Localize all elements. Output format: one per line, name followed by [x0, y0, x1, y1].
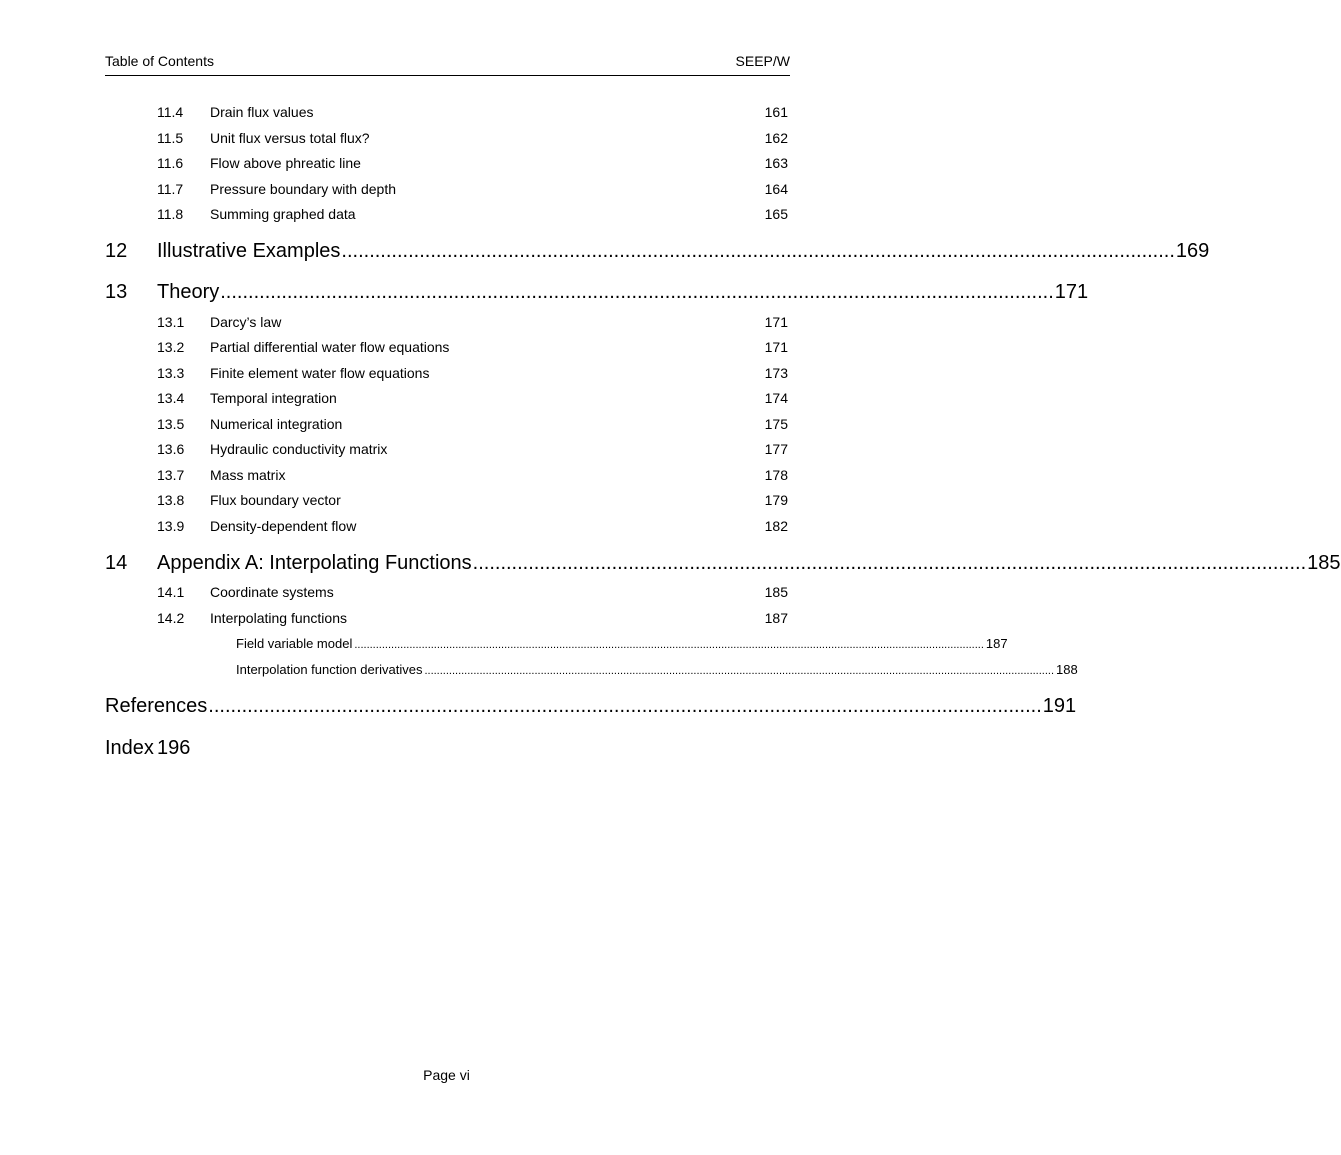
entry-number: 11.4	[157, 104, 184, 120]
entry-number: 13.7	[157, 467, 185, 483]
entry-number: 13.2	[157, 339, 185, 355]
entry-page: 161	[764, 104, 788, 120]
page-number: Page vi	[423, 1067, 470, 1083]
entry-page: 162	[764, 130, 788, 146]
entry-title: Coordinate systems	[210, 584, 334, 600]
chapter-number: 13	[105, 281, 128, 303]
entry-title: Flow above phreatic line	[210, 155, 361, 171]
entry-number: 13.6	[157, 441, 185, 457]
chapter-page: 171	[1054, 281, 1089, 303]
entry-page: 171	[764, 314, 788, 330]
toc-entry-13-6[interactable]	[105, 441, 788, 461]
entry-number: 13.9	[157, 518, 185, 534]
subentry-title: Field variable model	[236, 636, 353, 651]
subentry-page: 187	[985, 636, 1008, 651]
entry-page: 163	[764, 155, 788, 171]
entry-title: Mass matrix	[210, 467, 286, 483]
toc-entry-11-4[interactable]	[105, 104, 788, 124]
chapter-page: 169	[1175, 240, 1210, 262]
entry-title: Partial differential water flow equations	[210, 339, 450, 355]
toc-entry-13-4[interactable]	[105, 390, 788, 410]
entry-page: 171	[764, 339, 788, 355]
entry-title: Summing graphed data	[210, 206, 356, 222]
entry-number: 11.7	[157, 181, 184, 197]
entry-title: Darcy’s law	[210, 314, 282, 330]
entry-title: Hydraulic conductivity matrix	[210, 441, 388, 457]
entry-number: 11.8	[157, 206, 184, 222]
dot-leader: ......................................................................................................................................................	[220, 281, 1054, 303]
index-page: 196	[157, 737, 191, 759]
chapter-title: Illustrative Examples	[157, 240, 341, 262]
entry-number: 13.3	[157, 365, 185, 381]
entry-title: Drain flux values	[210, 104, 314, 120]
toc-chapter-13[interactable]	[105, 281, 1089, 309]
entry-page: 174	[764, 390, 788, 406]
toc-chapter-14[interactable]	[105, 552, 1341, 580]
entry-number: 11.5	[157, 130, 184, 146]
entry-number: 13.4	[157, 390, 185, 406]
chapter-number: 14	[105, 552, 128, 574]
header-right: SEEP/W	[735, 53, 790, 69]
index-title: Index	[105, 737, 154, 759]
toc-entry-13-9[interactable]	[105, 518, 788, 538]
dot-leader: ......................................................................................................................................................	[472, 552, 1307, 574]
entry-page: 173	[764, 365, 788, 381]
toc-index[interactable]	[105, 737, 788, 765]
entry-title: Flux boundary vector	[210, 492, 341, 508]
entry-number: 13.5	[157, 416, 185, 432]
page-footer	[0, 1067, 893, 1083]
dot-leader: ......................................................................................................................................................	[208, 695, 1042, 717]
toc-subentry-interpolation-derivatives[interactable]	[105, 662, 1078, 680]
dot-leader: ..............................................................................................................................................................................................................	[424, 665, 1055, 677]
entry-number: 14.2	[157, 610, 185, 626]
entry-title: Temporal integration	[210, 390, 337, 406]
entry-page: 178	[764, 467, 788, 483]
entry-page: 182	[764, 518, 788, 534]
subentry-page: 188	[1056, 662, 1078, 677]
entry-number: 11.6	[157, 155, 184, 171]
toc-entry-13-1[interactable]	[105, 314, 788, 334]
toc-entry-13-2[interactable]	[105, 339, 788, 359]
running-header	[105, 52, 790, 76]
references-title: References	[105, 695, 208, 717]
toc-entry-11-5[interactable]	[105, 130, 788, 150]
toc-subentry-field-variable-model[interactable]	[105, 636, 1008, 654]
toc-entry-13-5[interactable]	[105, 416, 788, 436]
chapter-title: Appendix A: Interpolating Functions	[157, 552, 472, 574]
entry-number: 14.1	[157, 584, 185, 600]
entry-page: 179	[764, 492, 788, 508]
dot-leader: ......................................................................................................................................................	[341, 240, 1175, 262]
toc-entry-14-2[interactable]	[105, 610, 788, 630]
entry-title: Finite element water flow equations	[210, 365, 430, 381]
chapter-number: 12	[105, 240, 128, 262]
entry-page: 187	[764, 610, 788, 626]
header-left: Table of Contents	[105, 53, 214, 69]
references-page: 191	[1042, 695, 1077, 717]
chapter-page: 185	[1307, 552, 1341, 574]
entry-number: 13.8	[157, 492, 185, 508]
entry-page: 177	[764, 441, 788, 457]
dot-leader: ..............................................................................................................................................................................................................	[354, 639, 984, 651]
toc-entry-13-7[interactable]	[105, 467, 788, 487]
toc-entry-11-8[interactable]	[105, 206, 788, 226]
entry-title: Pressure boundary with depth	[210, 181, 396, 197]
toc-entry-13-3[interactable]	[105, 365, 788, 385]
entry-page: 175	[764, 416, 788, 432]
entry-number: 13.1	[157, 314, 185, 330]
entry-title: Numerical integration	[210, 416, 343, 432]
entry-title: Unit flux versus total flux?	[210, 130, 370, 146]
toc-entry-11-6[interactable]	[105, 155, 788, 175]
chapter-title: Theory	[157, 281, 220, 303]
toc-references[interactable]	[105, 695, 1077, 723]
toc-entry-14-1[interactable]	[105, 584, 788, 604]
entry-page: 165	[764, 206, 788, 222]
toc-chapter-12[interactable]	[105, 240, 1210, 268]
entry-page: 164	[764, 181, 788, 197]
entry-title: Density-dependent flow	[210, 518, 357, 534]
subentry-title: Interpolation function derivatives	[236, 662, 423, 677]
toc-entry-11-7[interactable]	[105, 181, 788, 201]
toc-entry-13-8[interactable]	[105, 492, 788, 512]
entry-title: Interpolating functions	[210, 610, 347, 626]
entry-page: 185	[764, 584, 788, 600]
